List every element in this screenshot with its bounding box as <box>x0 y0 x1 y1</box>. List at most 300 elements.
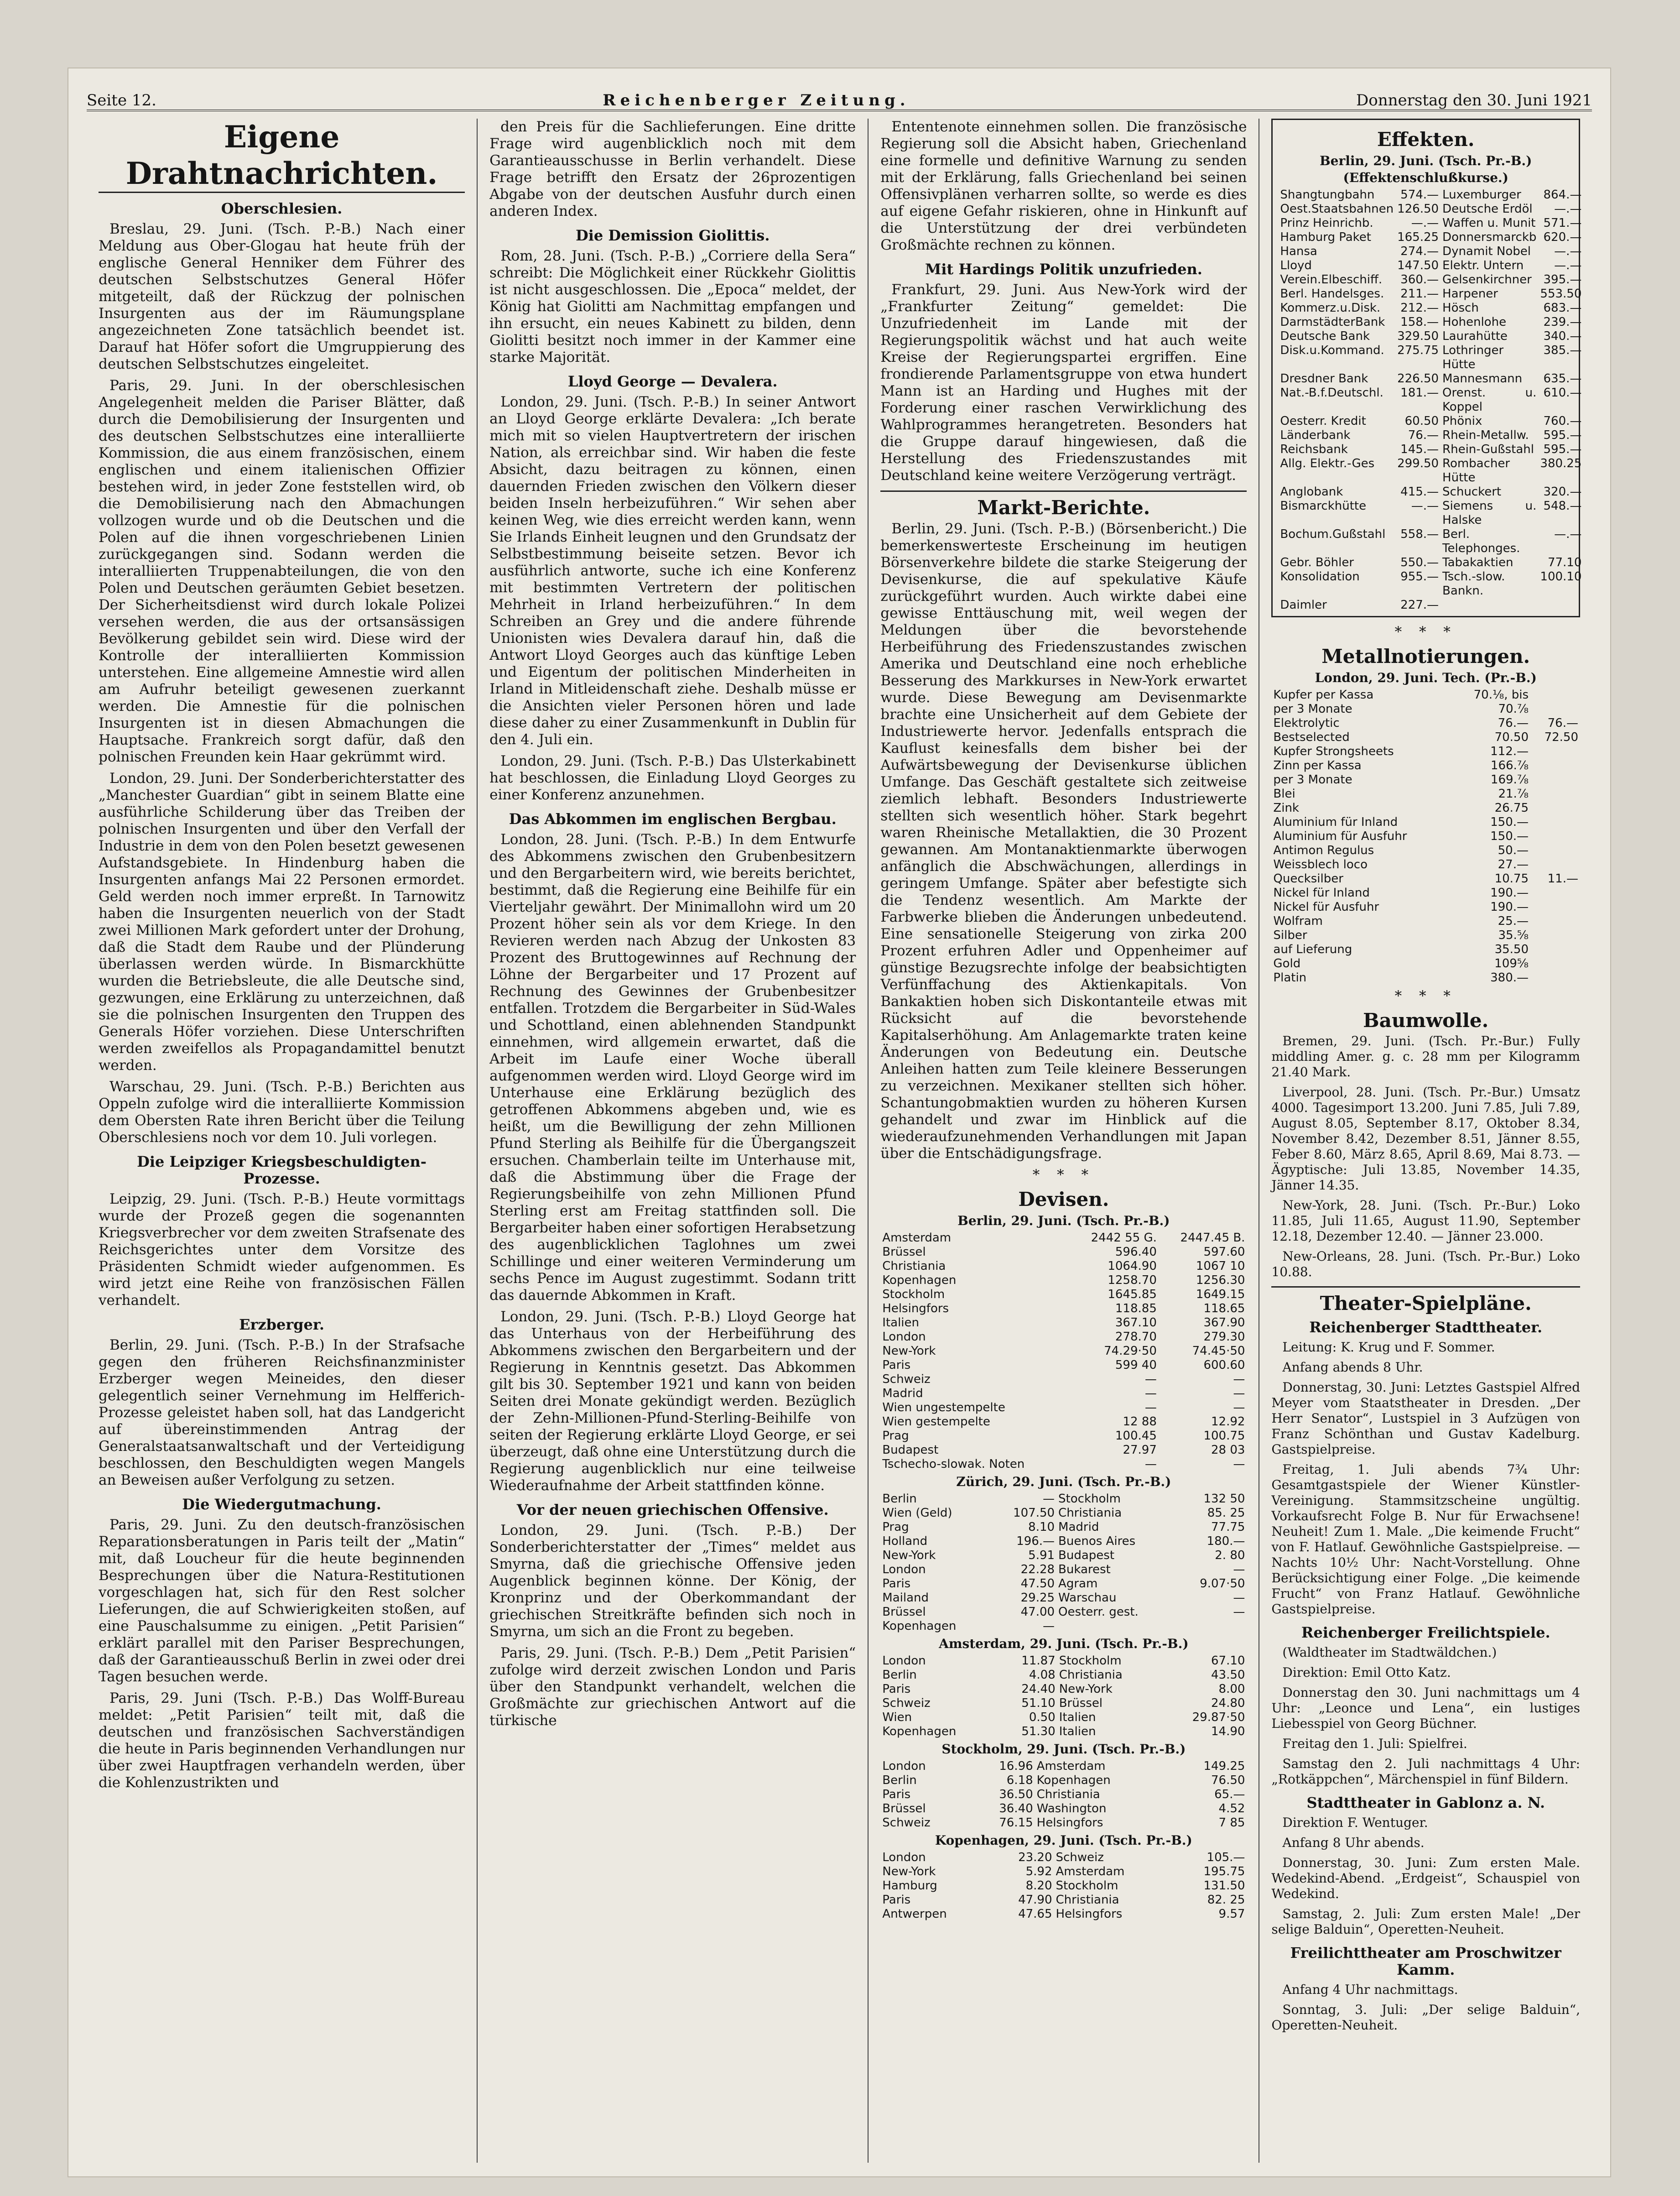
table-cell: 131.50 <box>1203 1879 1245 1893</box>
table-cell: 27.— <box>1498 858 1529 871</box>
table-cell: Donnersmarckb <box>1442 230 1537 244</box>
table-cell: — <box>1233 1563 1245 1576</box>
table-cell: 76.— <box>1547 716 1578 730</box>
table-cell: Nickel für Inland <box>1273 886 1370 900</box>
table-row <box>880 1259 1247 1273</box>
table-cell: 211.— <box>1400 287 1439 301</box>
table-row <box>880 1358 1247 1372</box>
table-cell: Oesterr. Kredit <box>1280 414 1366 428</box>
article-paragraph: den Preis für die Sachlieferungen. Eine dritte Frage wird augenblicklich noch mit dem Garantieausschusse in Berlin verhandelt. Diese Frage betrifft den Ersatz der 26prozentigen Abgabe von der deutschen Ausfuhr durch einen anderen Index. <box>489 119 856 219</box>
table-row <box>880 1619 1247 1633</box>
table-cell: Helsingfors <box>882 1302 949 1315</box>
table-cell: 23.20 <box>1018 1851 1052 1864</box>
table-cell: Prag <box>882 1429 909 1443</box>
theater4-title: Freilichttheater am Proschwitzer Kamm. <box>1290 1944 1561 1978</box>
article-paragraph: Ententenote einnehmen sollen. Die französische Regierung soll die Absicht haben, Griechenland eine formelle und definitive Warnung zu senden mit der Erklärung, falls Griechenland bei seinen Offensivplänen verharren sollte, so werde es dies auf eigene Gefahr riskieren, ohne in Hinkunft auf die Unterstützung der drei verbündeten Großmächte rechnen zu können. <box>880 119 1247 253</box>
table-row <box>880 1492 1247 1506</box>
table-row <box>880 1415 1247 1429</box>
table-cell: —.— <box>1554 259 1582 272</box>
table-row <box>1278 414 1583 428</box>
table-row <box>1271 759 1580 773</box>
devisen-amsterdam-title: Amsterdam, 29. Juni. (Tsch. Pr.-B.) <box>939 1636 1189 1651</box>
table-cell: 70.50 <box>1494 730 1529 744</box>
table-cell <box>1530 957 1580 971</box>
effekten-heading: Effekten. <box>1377 128 1475 151</box>
table-cell: New-York <box>882 1549 936 1562</box>
metall-heading: Metallnotierungen. <box>1321 645 1530 668</box>
table-cell: 77.10 <box>1547 556 1582 569</box>
text-paragraph: Samstag den 2. Juli nachmittags 4 Uhr: „Rotkäppchen“, Märchenspiel in fünf Bildern. <box>1271 1756 1580 1787</box>
baumwolle-reports <box>1271 1033 1580 1280</box>
article-paragraph: Leipzig, 29. Juni. (Tsch. P.-B.) Heute vormittags wurde der Prozeß gegen die sogenannten Kriegsverbrecher vor dem zweiten Strafsenate des Reichsgerichtes unter dem Vorsitze des Präsidenten Schmidt wieder aufgenommen. Es wird jetzt eine Reihe von französischen Fällen verhandelt. <box>99 1191 465 1309</box>
table-cell <box>1530 745 1580 759</box>
table-row <box>880 1851 1247 1865</box>
table-row <box>1278 315 1583 329</box>
table-cell: Nickel für Ausfuhr <box>1273 900 1379 914</box>
table-cell: 85. 25 <box>1207 1506 1245 1520</box>
table-cell: Amsterdam <box>1036 1759 1106 1773</box>
table-cell: 1067 10 <box>1196 1259 1245 1273</box>
table-cell: Waffen u. Munit <box>1442 216 1536 230</box>
table-row <box>1278 598 1583 612</box>
page-number: Seite 12. <box>87 91 156 110</box>
table-cell: 35.⅝ <box>1498 928 1529 942</box>
theater2-title: Reichenberger Freilichtspiele. <box>1301 1624 1550 1641</box>
article-title: Oberschlesien. <box>221 200 343 217</box>
table-row <box>1271 957 1580 971</box>
table-cell <box>1530 858 1580 872</box>
theater1-title: Reichenberger Stadttheater. <box>1309 1319 1543 1336</box>
table-cell: 5.91 <box>1028 1549 1055 1562</box>
table-cell: 195.75 <box>1203 1865 1245 1878</box>
table-cell: Weissblech loco <box>1273 858 1368 871</box>
table-cell: 29.25 <box>1020 1591 1055 1605</box>
table-cell: Disk.u.Kommand. <box>1280 344 1384 357</box>
table-cell: 4.08 <box>1029 1668 1056 1682</box>
column-3 <box>869 119 1259 2163</box>
table-row <box>880 1401 1247 1415</box>
article-paragraph: Warschau, 29. Juni. (Tsch. P.-B.) Berichten aus Oppeln zufolge wird die interalliierte Kommission dem Obersten Rate ihren Bericht über die Teilung Oberschlesiens noch vor dem 10. Juli vorlegen. <box>99 1079 465 1146</box>
article-paragraph: London, 29. Juni. (Tsch. P.-B.) Der Sonderberichterstatter der „Times“ meldet aus Smyrna, daß die griechische Offensive jeden Augenblick beginnen könne. Der König, der Kronprinz und der Oberkommandant der griechischen Streitkräfte befinden sich noch in Smyrna, um sich an die Front zu begeben. <box>489 1522 856 1640</box>
table-cell: 118.65 <box>1203 1302 1245 1315</box>
text-paragraph: Samstag, 2. Juli: Zum ersten Male! „Der selige Balduin“, Operetten-Neuheit. <box>1271 1906 1580 1937</box>
table-row <box>1271 858 1580 872</box>
devisen-stockholm-table <box>880 1759 1247 1830</box>
table-row <box>1278 570 1583 598</box>
table-cell: —.— <box>1411 499 1439 513</box>
table-cell: — <box>1233 1591 1245 1605</box>
table-cell: 274.— <box>1400 245 1439 258</box>
table-cell: 9.07·50 <box>1200 1577 1245 1591</box>
table-cell: Buenos Aires <box>1058 1534 1136 1548</box>
text-paragraph: Freitag, 1. Juli abends 7¾ Uhr: Gesamtgastspiele der Wiener Künstler-Vereinigung. Stammsitzscheine ungültig. Vorkaufsrecht Folge B. Nur für Erwachsene! Neuheit! Zum 1. Male. „Die keimende Frucht“ von F. Hatlauf. Gewöhnliche Gastspielpreise. — Nachts 10½ Uhr: Nacht-Vorstellung. Ohne Berücksichtigung einer Folge. „Die keimende Frucht“ von Franz Hatlauf. Gewöhnliche Gastspielpreise. <box>1271 1462 1580 1617</box>
devisen-zurich-table <box>880 1492 1247 1633</box>
theater2-program <box>1271 1645 1580 1787</box>
table-cell: Mailand <box>882 1591 929 1605</box>
table-cell: 4.52 <box>1218 1802 1245 1815</box>
section-heading-drahtnachrichten: Eigene Drahtnachrichten. <box>99 119 465 193</box>
column-1 <box>87 119 478 2163</box>
table-cell: Antwerpen <box>882 1907 947 1921</box>
table-row <box>1271 829 1580 844</box>
table-cell: 6.18 <box>1006 1773 1033 1787</box>
table-cell: 47.50 <box>1020 1577 1055 1591</box>
table-cell: Kupfer per Kassa <box>1273 688 1374 702</box>
table-cell <box>1530 844 1580 858</box>
table-cell: Antimon Regulus <box>1273 844 1374 857</box>
table-cell: London <box>882 1654 926 1668</box>
table-cell <box>1530 787 1580 801</box>
table-cell: per 3 Monate <box>1273 702 1352 716</box>
table-cell: 181.— <box>1400 386 1439 400</box>
text-paragraph: New-York, 28. Juni. (Tsch. Pr.-Bur.) Loko 11.85, Juli 11.65, August 11.90, September 12.18, Dezember 12.40. — Jänner 23.000. <box>1271 1198 1580 1244</box>
table-cell <box>1530 759 1580 773</box>
table-cell: 360.— <box>1400 273 1439 287</box>
table-cell: Bukarest <box>1058 1563 1111 1576</box>
table-cell: 596.40 <box>1115 1245 1157 1259</box>
table-cell: 12.92 <box>1211 1415 1245 1429</box>
table-row <box>880 1534 1247 1549</box>
table-row <box>880 1563 1247 1577</box>
table-cell: Italien <box>1059 1711 1096 1724</box>
table-cell: Budapest <box>1058 1549 1115 1562</box>
table-cell: Luxemburger <box>1442 188 1521 202</box>
table-cell: Gold <box>1273 957 1301 970</box>
table-cell <box>1530 688 1580 702</box>
article-paragraph: Paris, 29. Juni. (Tsch. P.-B.) Dem „Petit Parisien“ zufolge wird derzeit zwischen London und Paris über den Standpunkt verhandelt, welchen die Großmächte zur griechischen Antwort auf die türkische <box>489 1645 856 1729</box>
separator-stars: * * * <box>1394 988 1457 1004</box>
table-cell: Paris <box>882 1788 911 1801</box>
table-row <box>880 1788 1247 1802</box>
table-cell: Agram <box>1058 1577 1098 1591</box>
table-cell: Schweiz <box>882 1816 931 1830</box>
table-cell: 239.— <box>1543 315 1582 329</box>
table-row <box>1271 801 1580 815</box>
table-cell: Blei <box>1273 787 1295 801</box>
article-title: Die Demission Giolittis. <box>575 227 770 244</box>
table-row <box>880 1344 1247 1358</box>
table-cell: Verein.Elbeschiff. <box>1280 273 1383 287</box>
devisen-heading: Devisen. <box>1018 1188 1109 1210</box>
table-cell: Wien <box>882 1711 912 1724</box>
table-cell: 132 50 <box>1203 1492 1245 1506</box>
table-cell: Stockholm <box>1058 1492 1121 1506</box>
table-cell: Tabakaktien <box>1442 556 1514 569</box>
table-cell: Hansa <box>1280 245 1317 258</box>
table-row <box>880 1302 1247 1316</box>
table-cell: Mannesmann <box>1442 372 1523 386</box>
table-cell: Warschau <box>1058 1591 1117 1605</box>
column-2 <box>478 119 869 2163</box>
table-row <box>1278 245 1583 259</box>
theater3-program <box>1271 1815 1580 1937</box>
table-row <box>1271 730 1580 745</box>
table-row <box>1271 872 1580 886</box>
table-cell <box>1441 598 1538 612</box>
table-cell: Berlin <box>882 1773 917 1787</box>
table-cell: — <box>1233 1387 1245 1400</box>
table-row <box>880 1372 1247 1387</box>
table-cell: Nat.-B.f.Deutschl. <box>1280 386 1384 400</box>
article-title: Vor der neuen griechischen Offensive. <box>516 1501 829 1518</box>
table-cell: 1649.15 <box>1196 1288 1245 1301</box>
table-cell: 22.28 <box>1020 1563 1055 1576</box>
table-cell: Schweiz <box>1056 1851 1104 1864</box>
table-cell: per 3 Monate <box>1273 773 1352 787</box>
table-row <box>1278 216 1583 230</box>
table-cell: Quecksilber <box>1273 872 1343 886</box>
article-paragraph: Breslau, 29. Juni. (Tsch. P.-B.) Nach einer Meldung aus Ober-Glogau hat heute früh der englische General Henniker dem Führer des deutschen Selbstschutzes General Höfer mitgeteilt, daß der Rückzug der polnischen Insurgenten aus der im Räumungsplane angezeichneten Zone tatsächlich beendet ist. Darauf hat Höfer sofort die Umgruppierung des deutschen Selbstschutzes eingeleitet. <box>99 221 465 372</box>
table-cell: 28 03 <box>1211 1443 1245 1457</box>
theater1-program <box>1271 1340 1580 1617</box>
table-cell: 77.75 <box>1211 1520 1245 1534</box>
table-row <box>880 1316 1247 1330</box>
table-cell: 227.— <box>1400 598 1439 612</box>
table-cell: Zinn per Kassa <box>1273 759 1362 772</box>
article-paragraph: Berlin, 29. Juni. (Tsch. P.-B.) In der Strafsache gegen den früheren Reichsfinanzminister Erzberger wegen Meineides, den dieser gelegentlich seiner Vernehmung im Helfferich-Prozesse geleistet haben soll, hat das Landgericht auf übereinstimmenden Antrag der Generalstaatsanwaltschaft und der Verteidigung beschlossen, den Beschuldigten wegen Mangels an Beweisen außer Verfolgung zu setzen. <box>99 1337 465 1488</box>
table-cell: 1645.85 <box>1108 1288 1157 1301</box>
table-cell: Gelsenkirchner <box>1442 273 1532 287</box>
table-cell: 50.— <box>1498 844 1529 857</box>
table-cell: 149.25 <box>1203 1759 1245 1773</box>
table-cell: 610.— <box>1543 386 1582 400</box>
table-cell: 1256.30 <box>1196 1273 1245 1287</box>
market-reports <box>880 521 1247 1162</box>
article-title: Das Abkommen im englischen Bergbau. <box>509 810 837 828</box>
table-cell: Wien ungestempelte <box>882 1401 1005 1414</box>
masthead <box>87 78 1592 111</box>
table-cell: 635.— <box>1543 372 1582 386</box>
table-cell: Prag <box>882 1520 909 1534</box>
table-row <box>1278 485 1583 499</box>
devisen-berlin-table <box>880 1231 1247 1471</box>
table-cell: 76.15 <box>999 1816 1033 1830</box>
market-reports-heading: Markt-Berichte. <box>977 496 1150 519</box>
article-paragraph: Paris, 29. Juni (Tsch. P.-B.) Das Wolff-Bureau meldet: „Petit Parisien“ teilt mit, daß die deutschen und französischen Sachverständigen die heute in Paris beginnenden Verhandlungen nur über zwei Hauptfragen verhandeln werden, über die Kohlenzustrikten und <box>99 1690 465 1791</box>
baumwolle-heading: Baumwolle. <box>1363 1009 1489 1032</box>
table-cell <box>1530 886 1580 900</box>
table-cell: 180.— <box>1207 1534 1245 1548</box>
table-cell: Konsolidation <box>1280 570 1360 584</box>
table-cell: Berl. Handelsges. <box>1280 287 1384 301</box>
table-row <box>880 1231 1247 1245</box>
table-cell: 2. 80 <box>1215 1549 1245 1562</box>
table-cell <box>1530 928 1580 943</box>
table-cell: 226.50 <box>1397 372 1439 386</box>
table-cell: 47.00 <box>1020 1605 1055 1619</box>
table-cell: 10.75 <box>1494 872 1529 886</box>
table-row <box>880 1711 1247 1725</box>
table-cell: Amsterdam <box>1056 1865 1125 1878</box>
text-paragraph: Liverpool, 28. Juni. (Tsch. Pr.-Bur.) Umsatz 4000. Tagesimport 13.200. Juni 7.85, Juli 7.89, August 8.05, September 8.17, Oktober 8.34, November 8.42, Dezember 8.51, Jänner 8.55, Feber 8.60, März 8.65, April 8.69, Mai 8.73. — Ägyptische: Juli 13.85, November 14.35, Jänner 14.35. <box>1271 1085 1580 1193</box>
table-cell: Hamburg Paket <box>1280 230 1371 244</box>
table-cell: Allg. Elektr.-Ges <box>1280 457 1375 470</box>
table-row <box>1271 844 1580 858</box>
table-cell: Madrid <box>1058 1520 1099 1534</box>
table-cell <box>1538 598 1583 612</box>
table-cell: — <box>1233 1457 1245 1471</box>
article-paragraph: Rom, 28. Juni. (Tsch. P.-B.) „Corriere della Sera“ schreibt: Die Möglichkeit einer Rückkehr Giolittis ist nicht ausgeschlossen. Die „Epoca“ meldet, der König hat Giolitti am Nachmittag empfangen und ihn ersucht, ein neues Kabinett zu bilden, denn Giolitti besitzt noch immer in der Kammer eine starke Majorität. <box>489 248 856 365</box>
article-paragraph: London, 29. Juni. (Tsch. P.-B.) In seiner Antwort an Lloyd George erklärte Devalera: „Ich berate mich mit so vielen Hauptvertretern der irischen Nation, als erreichbar sind. Wir haben die feste Absicht, dazu beitragen zu können, einen dauernden Frieden zwischen den Völkern dieser beiden Inseln herbeizuführen.“ Wir sehen aber keinen Weg, wie dies erreicht werden kann, wenn Sie Irlands Einheit leugnen und den Grundsatz der Selbstbestimmung beiseite setzen. Bevor ich ausführlich antworte, suche ich eine Konferenz mit bestimmten Vertretern der politischen Mehrheit in Irland herbeizuführen.“ In dem Schreiben an Grey und die andere führende Unionisten wies Devalera darauf hin, daß die Antwort Lloyd Georges auch das künftige Leben und Eigentum der politischen Minderheiten in Irland in Mitleidenschaft ziehe. Deshalb müsse er die Ansichten vieler Personen hören und lade diese daher zu einer Zusammenkunft in Dublin für den 4. Juli ein. <box>489 394 856 748</box>
table-cell: 620.— <box>1543 230 1582 244</box>
table-row <box>1278 329 1583 344</box>
table-cell: Siemens u. Halske <box>1442 499 1537 527</box>
theater4-program <box>1271 1982 1580 2033</box>
table-cell: 70.⅞ <box>1498 702 1529 716</box>
table-cell: 76.50 <box>1211 1773 1245 1787</box>
article-paragraph: Paris, 29. Juni. In der oberschlesischen Angelegenheit melden die Pariser Blätter, daß durch die Demobilisierung der Insurgenten und des deutschen Selbstschutzes eine interalliierte Kommission, die aus einem französischen, einem englischen und einem italienischen Offizier bestehen wird, in jeder Zone feststellen wird, ob die Demobilisierung nach den Abmachungen vollzogen wurde und ob die Deutschen und die Polen auf die ihnen vorgeschriebenen Linien zurückgegangen sind. Sodann werden die interalliierten Truppenabteilungen, die von den Polen und Deutschen geräumten Gebiet besetzen. Der Sicherheitsdienst wird durch lokale Polizei versehen werden, die aus der ortsansässigen Bevölkerung gebildet sein wird. Diese wird der Kontrolle der interalliierten Kommission unterstehen. Eine allgemeine Amnestie wird allen am Aufruhr beteiligt gewesenen zuerkannt werden. Die Amnestie für die polnischen Insurgenten ist in diesen Abmachungen die Hauptsache. Frankreich sorgt dafür, daß den polnischen Freunden kein Haar gekrümmt wird. <box>99 377 465 765</box>
table-row <box>880 1907 1247 1921</box>
table-cell: Christiania <box>1058 1506 1122 1520</box>
text-paragraph: Leitung: K. Krug und F. Sommer. <box>1282 1340 1495 1355</box>
table-cell <box>1056 1619 1177 1633</box>
table-row <box>880 1879 1247 1893</box>
text-paragraph: Anfang 4 Uhr nachmittags. <box>1282 1982 1458 1997</box>
divider <box>1271 1286 1580 1288</box>
table-cell: 955.— <box>1400 570 1439 584</box>
table-cell: Schuckert <box>1442 485 1502 499</box>
table-cell: Dynamit Nobel <box>1442 245 1531 258</box>
table-cell: 126.50 <box>1397 202 1439 216</box>
table-cell: Bestselected <box>1273 730 1350 744</box>
table-cell: Wolfram <box>1273 914 1323 928</box>
column-4 <box>1259 119 1592 2163</box>
table-cell: Platin <box>1273 971 1307 985</box>
table-cell: Kopenhagen <box>882 1725 957 1738</box>
table-row <box>880 1893 1247 1907</box>
table-row <box>1271 914 1580 928</box>
devisen-zurich-title: Zürich, 29. Juni. (Tsch. Pr.-B.) <box>956 1474 1171 1489</box>
table-cell: 150.— <box>1490 829 1529 843</box>
table-cell <box>1530 943 1580 957</box>
table-cell: Rombacher Hütte <box>1442 457 1510 485</box>
table-row <box>1278 202 1583 216</box>
table-cell: 278.70 <box>1115 1330 1157 1344</box>
table-cell <box>1530 914 1580 928</box>
table-cell: 21.⅞ <box>1498 787 1529 801</box>
table-row <box>1278 344 1583 372</box>
table-cell <box>1530 900 1580 914</box>
table-cell: Bochum.Gußstahl <box>1280 527 1386 541</box>
table-cell: 864.— <box>1543 188 1582 202</box>
table-cell: Brüssel <box>882 1245 926 1259</box>
text-paragraph: Bremen, 29. Juni. (Tsch. Pr.-Bur.) Fully middling Amer. g. c. 28 mm per Kilogramm 21.40 Mark. <box>1271 1033 1580 1080</box>
table-cell: Paris <box>882 1577 911 1591</box>
table-cell: London <box>882 1330 926 1344</box>
article-paragraph: Paris, 29. Juni. Zu den deutsch-französischen Reparationsberatungen in Paris teilt der „Matin“ mit, daß Loucheur für die heute beginnenden Besprechungen über die Natura-Restitutionen vorgeschlagen hat, sich für den Rest solcher Lieferungen, die auf Schwierigkeiten stoßen, auf eine Pauschalsumme zu einigen. „Petit Parisien“ erklärt parallel mit den Pariser Besprechungen, daß der Garantieausschuß Berlin in zwei oder drei Tagen besuchen werde. <box>99 1517 465 1685</box>
table-cell: 14.90 <box>1211 1725 1245 1738</box>
table-cell: 43.50 <box>1211 1668 1245 1682</box>
table-cell: Amsterdam <box>882 1231 952 1245</box>
table-cell: 51.30 <box>1021 1725 1056 1738</box>
table-cell: Christiania <box>1036 1788 1100 1801</box>
table-row <box>1278 556 1583 570</box>
effekten-table <box>1278 188 1583 612</box>
table-cell: Christiania <box>1056 1893 1119 1907</box>
table-row <box>880 1654 1247 1668</box>
newspaper-title: Reichenberger Zeitung. <box>603 91 910 110</box>
table-cell: Lloyd <box>1280 259 1312 272</box>
table-cell: — <box>1144 1372 1157 1386</box>
table-cell: 5.92 <box>1025 1865 1052 1878</box>
table-cell: 51.10 <box>1021 1696 1056 1710</box>
text-paragraph: Direktion F. Wentuger. <box>1282 1815 1428 1830</box>
table-cell: 60.50 <box>1404 414 1439 428</box>
table-cell: DarmstädterBank <box>1280 315 1385 329</box>
table-cell: 8.00 <box>1218 1682 1245 1696</box>
table-cell: 118.85 <box>1115 1302 1157 1315</box>
table-row <box>880 1759 1247 1773</box>
table-cell: Kupfer Strongsheets <box>1273 745 1394 758</box>
table-row <box>1271 745 1580 759</box>
table-cell: Italien <box>882 1316 919 1330</box>
table-row <box>1278 527 1583 556</box>
table-cell: 24.80 <box>1211 1696 1245 1710</box>
text-paragraph: Donnerstag, 30. Juni: Zum ersten Male. Wedekind-Abend. „Erdgeist“, Schauspiel von Wedekind. <box>1271 1855 1580 1901</box>
metall-title: London, 29. Juni. Tech. (Pr.-B.) <box>1315 670 1537 685</box>
table-cell: Zink <box>1273 801 1299 815</box>
table-cell: 683.— <box>1543 301 1582 315</box>
table-cell: Paris <box>882 1893 911 1907</box>
table-row <box>1271 773 1580 787</box>
table-cell: 279.30 <box>1203 1330 1245 1344</box>
table-cell: Tsch.-slow. Bankn. <box>1442 570 1505 598</box>
table-row <box>880 1696 1247 1711</box>
table-cell: Christiania <box>1059 1668 1123 1682</box>
text-paragraph: Direktion: Emil Otto Katz. <box>1282 1665 1451 1680</box>
table-cell: 329.50 <box>1397 329 1439 343</box>
table-row <box>880 1506 1247 1520</box>
table-cell: Wien (Geld) <box>882 1506 952 1520</box>
table-row <box>1271 943 1580 957</box>
table-cell: —.— <box>1554 245 1582 258</box>
col2-articles <box>489 119 856 1729</box>
table-cell: 760.— <box>1543 414 1582 428</box>
table-cell: —.— <box>1554 202 1582 216</box>
table-cell: 109⅝ <box>1494 957 1529 970</box>
table-row <box>1278 443 1583 457</box>
table-cell: Wien gestempelte <box>882 1415 990 1429</box>
table-cell: 558.— <box>1400 527 1439 541</box>
table-cell: 150.— <box>1490 815 1529 829</box>
table-cell: 599 40 <box>1115 1358 1157 1372</box>
table-cell: London <box>882 1563 926 1576</box>
table-cell: 12 88 <box>1123 1415 1157 1429</box>
table-cell: Oest.Staatsbahnen <box>1280 202 1394 216</box>
table-cell: 74.45·50 <box>1192 1344 1245 1358</box>
table-row <box>880 1577 1247 1591</box>
table-row <box>880 1429 1247 1443</box>
table-row <box>1278 457 1583 485</box>
table-cell: 553.50 <box>1540 287 1582 301</box>
table-cell: 595.— <box>1543 443 1582 456</box>
table-cell: —.— <box>1411 216 1439 230</box>
table-cell: London <box>882 1759 926 1773</box>
table-cell: Schweiz <box>882 1696 931 1710</box>
table-cell: Silber <box>1273 928 1307 942</box>
table-row <box>1278 230 1583 245</box>
table-cell: 169.⅞ <box>1490 773 1529 787</box>
table-cell: 385.— <box>1543 344 1582 357</box>
table-cell: — <box>1043 1492 1055 1506</box>
text-paragraph: Berlin, 29. Juni. (Tsch. P.-B.) (Börsenbericht.) Die bemerkenswerteste Erscheinung im heutigen Börsenverkehre bildete die starke Steigerung der Devisenkurse, die auf spekulative Käufe zurückgeführt wurden. Auch wirkte dabei eine gewisse Enttäuschung mit, weil wegen der Meldungen über die bevorstehende Herbeiführung des Friedenszustandes zwischen Amerika und Deutschland eine noch erhebliche Besserung des Markkurses in New-York erwartet wurde. Diese Bewegung am Devisenmarkte brachte eine Unsicherheit auf dem Gebiete der Industriewerte hervor. Jedenfalls entsprach die Kauflust keinesfalls dem bisher bei der Aufwärtsbewegung der Devisenkurse üblichen Umfange. Das Geschäft gestaltete sich zeitweise ziemlich lebhaft. Besonders Industriewerte stellten sich wesentlich höher. Stark begehrt waren Rheinische Metallaktien, die 30 Prozent gewannen. Am Montanaktienmarkte überwogen anfänglich die Abschwächungen, allerdings in geringem Umfange. Später aber befestigte sich die Tendenz wesentlich. Am Markte der Farbwerke blieben die Änderungen unbedeutend. Eine sensationelle Steigerung von zirka 200 Prozent erfuhren Adler und Oppenheimer auf günstige Bezugsrechte infolge der beabsichtigten Verfünffachung des Aktienkapitals. Von Bankaktien hoben sich Diskontanteile etwas mit Rücksicht auf die bevorstehende Kapitalserhöhung. Am Anlagemarkte traten keine Änderungen von Bedeutung ein. Deutsche Anleihen hatten zum Teile kleinere Besserungen zu verzeichnen. Mexikaner stellten sich höher. Schantungobmaktien wurden zu höheren Kursen gehandelt und zwar im Hinblick auf die wiederaufzunehmenden Verhandlungen mit Japan über die Entschädigungsfrage. <box>880 521 1247 1162</box>
table-cell: New-York <box>882 1344 936 1358</box>
table-cell: 82. 25 <box>1207 1893 1245 1907</box>
table-row <box>1278 188 1583 202</box>
article-paragraph: London, 29. Juni. Der Sonderberichterstatter des „Manchester Guardian“ gibt in seinem Blatte eine ausführliche Schilderung über das Treiben der polnischen Insurgenten und über den Verfall der Industrie in dem von den Polen besetzt gewesenen Aufstandsgebiete. In Hindenburg haben die Insurgenten anfangs Mai 22 Personen ermordet. Geld werden noch immer erpreßt. In Tarnowitz haben die Insurgenten neuerlich von der Stadt zwei Millionen Mark gefordert unter der Drohung, daß die Stadt dem Raube und der Plünderung überlassen werden würde. In Bismarckhütte wurden die Betriebsleute, die alle Deutsche sind, gezwungen, eine Erklärung zu unterzeichnen, daß sie die polnischen Insurgenten den Truppen des Generals Höfer vorziehen. Diese Unterschriften werden zweifellos als Propagandamittel benutzt werden. <box>99 770 465 1074</box>
table-row <box>1271 900 1580 914</box>
table-cell: Berlin <box>882 1492 917 1506</box>
